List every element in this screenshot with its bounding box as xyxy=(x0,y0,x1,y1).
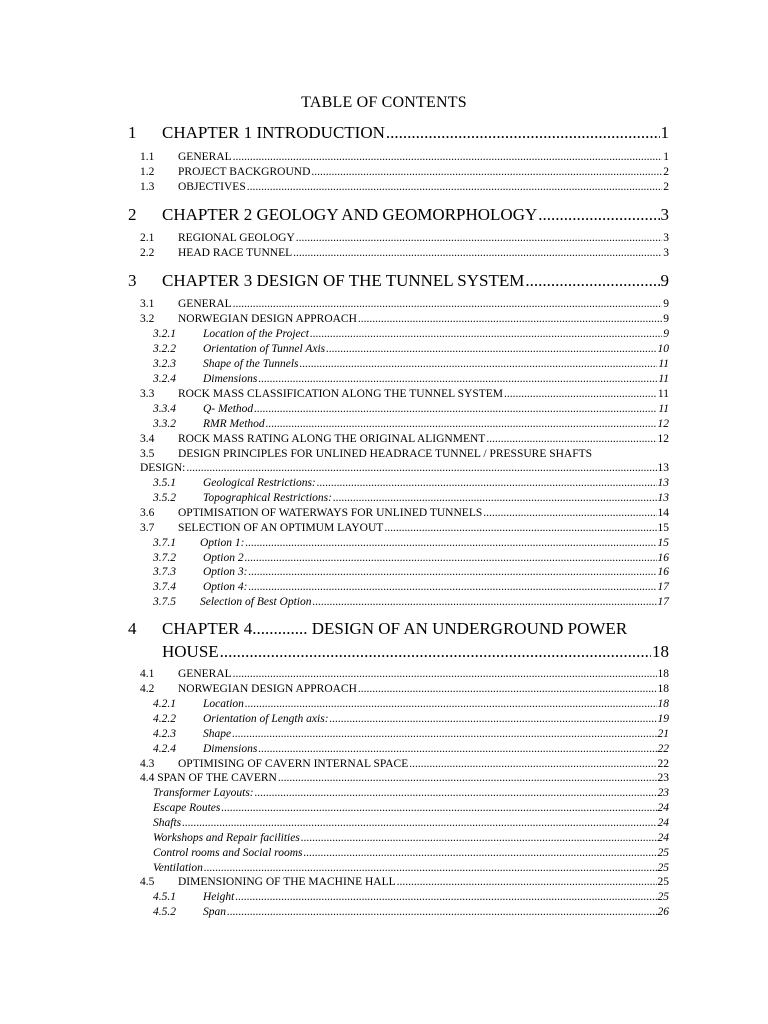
toc-entry-title: ROCK MASS CLASSIFICATION ALONG THE TUNNEL SYSTEM xyxy=(178,388,504,400)
toc-entry-title: OBJECTIVES xyxy=(178,181,246,193)
toc-entry[interactable] xyxy=(0,326,768,342)
toc-entry-page: 12 xyxy=(657,433,669,445)
toc-entry[interactable] xyxy=(0,815,768,831)
toc-entry-number: 3.2.4 xyxy=(153,373,176,385)
toc-entry[interactable] xyxy=(0,230,768,246)
toc-entry-number: 2.2 xyxy=(140,247,155,259)
toc-entry[interactable] xyxy=(0,641,768,663)
toc-entry[interactable] xyxy=(0,594,768,610)
toc-entry-page: 13 xyxy=(657,477,669,489)
dot-leader xyxy=(247,179,663,195)
toc-entry-title: Workshops and Repair facilities xyxy=(153,832,300,844)
dot-leader xyxy=(304,845,657,861)
toc-entry-number: 3.5 xyxy=(140,448,155,460)
toc-entry-number: 4.5.2 xyxy=(153,906,176,918)
toc-entry[interactable] xyxy=(0,874,768,890)
dot-leader xyxy=(248,579,656,595)
toc-entry-page: 22 xyxy=(657,758,669,770)
dot-leader xyxy=(486,431,656,447)
toc-entry-title: Shape xyxy=(203,728,232,740)
toc-entry-title: Transformer Layouts: xyxy=(153,787,254,799)
toc-entry-page: 9 xyxy=(663,313,669,325)
toc-entry-page: 23 xyxy=(657,787,669,799)
toc-entry-number: 4.2.1 xyxy=(153,698,176,710)
toc-entry-page: 18 xyxy=(657,683,669,695)
toc-entry-title: Shafts xyxy=(153,817,182,829)
toc-entry-page: 1 xyxy=(660,123,669,142)
dot-leader xyxy=(300,356,658,372)
toc-entry-title: Height xyxy=(203,891,235,903)
toc-entry-page: 24 xyxy=(657,832,669,844)
toc-entry-title: NORWEGIAN DESIGN APPROACH xyxy=(178,683,357,695)
toc-entry-page: 11 xyxy=(658,373,669,385)
toc-entry-number: 1.1 xyxy=(140,151,155,163)
toc-entry-title: HOUSE xyxy=(162,642,219,661)
toc-entry-number: 1 xyxy=(128,123,137,142)
dot-leader xyxy=(397,874,657,890)
dot-leader xyxy=(255,785,657,801)
toc-entry[interactable] xyxy=(0,520,768,536)
toc-entry[interactable] xyxy=(0,341,768,357)
toc-entry-number: 3.5.1 xyxy=(153,477,176,489)
toc-entry-title: REGIONAL GEOLOGY xyxy=(178,232,295,244)
toc-entry[interactable] xyxy=(0,460,768,476)
dot-leader xyxy=(248,564,656,580)
dot-leader xyxy=(296,230,662,246)
dot-leader xyxy=(232,726,656,742)
toc-entry[interactable] xyxy=(0,296,768,312)
toc-entry-number: 4.3 xyxy=(140,758,155,770)
toc-entry-title: Option 4: xyxy=(203,581,248,593)
toc-entry[interactable] xyxy=(0,431,768,447)
dot-leader xyxy=(384,520,656,536)
toc-entry-page: 11 xyxy=(658,403,669,415)
toc-entry[interactable] xyxy=(0,770,768,786)
toc-entry-title: CHAPTER 4............. DESIGN OF AN UNDERGROUND POWER xyxy=(162,619,628,638)
toc-entry-number: 3.1 xyxy=(140,298,155,310)
toc-entry-page: 14 xyxy=(657,507,669,519)
toc-entry-page: 17 xyxy=(657,596,669,608)
dot-leader xyxy=(301,830,657,846)
toc-entry-number: 4.2.3 xyxy=(153,728,176,740)
toc-entry-title: Q- Method xyxy=(203,403,254,415)
dot-leader xyxy=(293,245,662,261)
dot-leader xyxy=(278,770,657,786)
toc-entry-number: 4.2.4 xyxy=(153,743,176,755)
dot-leader xyxy=(358,311,662,327)
toc-entry-page: 9 xyxy=(660,271,669,290)
toc-entry-number: 4.2.2 xyxy=(153,713,176,725)
toc-entry-page: 10 xyxy=(657,343,669,355)
toc-entry[interactable] xyxy=(0,564,768,580)
toc-entry[interactable] xyxy=(0,904,768,920)
toc-title: TABLE OF CONTENTS xyxy=(301,94,467,111)
toc-entry-title: Selection of Best Option xyxy=(200,596,312,608)
toc-entry-title: Option 2 xyxy=(203,552,244,564)
toc-entry[interactable] xyxy=(0,830,768,846)
toc-entry-page: 24 xyxy=(657,817,669,829)
toc-entry-page: 17 xyxy=(657,581,669,593)
toc-entry-page: 25 xyxy=(657,847,669,859)
toc-entry-title: CHAPTER 1 INTRODUCTION xyxy=(162,123,385,142)
toc-entry-number: 3.7.2 xyxy=(153,552,176,564)
toc-entry-number: 3.5.2 xyxy=(153,492,176,504)
toc-entry-page: 15 xyxy=(657,522,669,534)
toc-entry-title: DIMENSIONING OF THE MACHINE HALL xyxy=(178,876,396,888)
toc-entry-page: 16 xyxy=(657,566,669,578)
toc-entry[interactable] xyxy=(0,535,768,551)
toc-entry-page: 18 xyxy=(657,668,669,680)
toc-entry[interactable] xyxy=(0,579,768,595)
toc-entry-page: 11 xyxy=(657,388,669,400)
toc-entry-title: GENERAL xyxy=(178,151,232,163)
toc-entry-number: 3.3.4 xyxy=(153,403,176,415)
toc-entry-page: 24 xyxy=(657,802,669,814)
toc-entry-number: 4.2 xyxy=(140,683,155,695)
toc-entry-title: Option 3: xyxy=(203,566,248,578)
toc-entry-page: 18 xyxy=(652,642,669,661)
toc-entry[interactable] xyxy=(0,149,768,165)
toc-entry-title: Dimensions xyxy=(203,373,258,385)
dot-leader xyxy=(317,475,657,491)
toc-entry-number: 3.3.2 xyxy=(153,418,176,430)
toc-entry-number: 3.7 xyxy=(140,522,155,534)
toc-entry[interactable] xyxy=(0,741,768,757)
toc-entry[interactable] xyxy=(0,681,768,697)
toc-entry-title: OPTIMISATION OF WATERWAYS FOR UNLINED TUNNELS xyxy=(178,507,483,519)
dot-leader xyxy=(311,164,662,180)
toc-entry-page: 3 xyxy=(663,232,669,244)
toc-entry[interactable] xyxy=(0,401,768,417)
toc-entry[interactable] xyxy=(0,711,768,727)
dot-leader xyxy=(266,416,657,432)
toc-entry-title: PROJECT BACKGROUND xyxy=(178,166,311,178)
toc-entry-number: 3.4 xyxy=(140,433,155,445)
toc-entry-title: Ventilation xyxy=(153,862,203,874)
toc-entry-page: 13 xyxy=(657,492,669,504)
toc-entry-title: HEAD RACE TUNNEL xyxy=(178,247,293,259)
toc-entry-number: 4.1 xyxy=(140,668,155,680)
toc-entry-number: 3.7.3 xyxy=(153,566,176,578)
toc-entry-page: 13 xyxy=(657,462,669,474)
dot-leader xyxy=(254,401,657,417)
toc-entry-number: 1.2 xyxy=(140,166,155,178)
toc-entry-title: Geological Restrictions: xyxy=(203,477,316,489)
toc-entry-page: 3 xyxy=(663,247,669,259)
toc-entry-page: 25 xyxy=(657,876,669,888)
dot-leader xyxy=(182,815,656,831)
dot-leader xyxy=(504,386,657,402)
toc-entry-page: 18 xyxy=(657,698,669,710)
toc-entry-title: GENERAL xyxy=(178,668,232,680)
toc-entry-title: Dimensions xyxy=(203,743,258,755)
toc-entry-page: 9 xyxy=(663,328,669,340)
dot-leader xyxy=(245,535,656,551)
toc-entry-page: 12 xyxy=(657,418,669,430)
toc-entry-number: 3.2.2 xyxy=(153,343,176,355)
dot-leader xyxy=(483,505,656,521)
toc-entry-number: 3.3 xyxy=(140,388,155,400)
dot-leader xyxy=(221,800,656,816)
toc-entry-title: CHAPTER 3 DESIGN OF THE TUNNEL SYSTEM xyxy=(162,271,525,290)
dot-leader xyxy=(258,371,657,387)
toc-entry[interactable] xyxy=(0,311,768,327)
dot-leader xyxy=(233,149,663,165)
toc-entry[interactable] xyxy=(0,785,768,801)
toc-entry-page: 16 xyxy=(657,552,669,564)
toc-entry-title: RMR Method xyxy=(203,418,265,430)
toc-entry[interactable] xyxy=(0,618,768,640)
toc-entry[interactable] xyxy=(0,270,768,292)
toc-entry-page: 25 xyxy=(657,862,669,874)
toc-entry[interactable] xyxy=(0,386,768,402)
dot-leader xyxy=(358,681,657,697)
toc-entry-number: 1.3 xyxy=(140,181,155,193)
toc-entry[interactable] xyxy=(0,164,768,180)
toc-entry-title: Location xyxy=(203,698,244,710)
dot-leader xyxy=(330,711,657,727)
toc-entry-page: 21 xyxy=(657,728,669,740)
dot-leader xyxy=(227,904,657,920)
toc-entry-title: Shape of the Tunnels xyxy=(203,358,299,370)
toc-entry[interactable] xyxy=(0,505,768,521)
toc-entry[interactable] xyxy=(0,490,768,506)
toc-entry-number: 3.6 xyxy=(140,507,155,519)
toc-entry[interactable] xyxy=(0,696,768,712)
toc-entry-title: Option 1: xyxy=(200,537,245,549)
toc-entry-number: 3.2.1 xyxy=(153,328,176,340)
toc-entry-number: 4.5 xyxy=(140,876,155,888)
toc-entry-page: 25 xyxy=(657,891,669,903)
toc-entry-page: 9 xyxy=(663,298,669,310)
dot-leader xyxy=(312,594,656,610)
dot-leader xyxy=(235,889,656,905)
toc-entry-title: 4.4 SPAN OF THE CAVERN xyxy=(140,772,277,784)
toc-entry-page: 2 xyxy=(663,166,669,178)
toc-entry[interactable] xyxy=(0,204,768,226)
toc-entry-title: Escape Routes xyxy=(153,802,221,814)
toc-entry-title: Control rooms and Social rooms xyxy=(153,847,303,859)
toc-entry-number: 3.7.1 xyxy=(153,537,176,549)
toc-entry-title: GENERAL xyxy=(178,298,232,310)
toc-entry[interactable] xyxy=(0,889,768,905)
toc-entry[interactable] xyxy=(0,726,768,742)
toc-entry-page: 19 xyxy=(657,713,669,725)
toc-entry[interactable] xyxy=(0,122,768,144)
toc-entry-title: DESIGN: xyxy=(140,462,186,474)
toc-entry-title: Span xyxy=(203,906,226,918)
dot-leader xyxy=(310,326,662,342)
toc-entry[interactable] xyxy=(0,371,768,387)
toc-entry-number: 3.2 xyxy=(140,313,155,325)
toc-entry[interactable] xyxy=(0,416,768,432)
toc-entry-page: 26 xyxy=(657,906,669,918)
toc-entry[interactable] xyxy=(0,245,768,261)
toc-entry-number: 2 xyxy=(128,205,137,224)
toc-entry-title: ROCK MASS RATING ALONG THE ORIGINAL ALIGNMENT xyxy=(178,433,486,445)
toc-entry-title: OPTIMISING OF CAVERN INTERNAL SPACE xyxy=(178,758,409,770)
dot-leader xyxy=(186,460,656,476)
toc-entry-number: 3.7.4 xyxy=(153,581,176,593)
dot-leader xyxy=(326,341,656,357)
toc-entry-page: 3 xyxy=(660,205,669,224)
toc-entry-number: 3 xyxy=(128,271,137,290)
dot-leader xyxy=(233,666,657,682)
toc-entry-number: 3.2.3 xyxy=(153,358,176,370)
toc-entry-number: 4 xyxy=(128,619,137,638)
toc-entry-title: Orientation of Length axis: xyxy=(203,713,329,725)
toc-entry[interactable] xyxy=(0,845,768,861)
toc-entry[interactable] xyxy=(0,800,768,816)
toc-entry[interactable] xyxy=(0,179,768,195)
toc-entry-number: 4.5.1 xyxy=(153,891,176,903)
dot-leader xyxy=(220,641,651,663)
toc-entry-page: 1 xyxy=(663,151,669,163)
toc-entry-page: 23 xyxy=(657,772,669,784)
dot-leader xyxy=(258,741,656,757)
toc-entry-number: 2.1 xyxy=(140,232,155,244)
toc-entry[interactable] xyxy=(0,475,768,491)
toc-entry-title: NORWEGIAN DESIGN APPROACH xyxy=(178,313,357,325)
dot-leader xyxy=(525,270,659,292)
toc-entry-title: Orientation of Tunnel Axis xyxy=(203,343,326,355)
toc-entry-title: Location of the Project xyxy=(203,328,309,340)
toc-entry-title: DESIGN PRINCIPLES FOR UNLINED HEADRACE TUNNEL / PRESSURE SHAFTS xyxy=(178,448,593,460)
toc-entry-page: 11 xyxy=(658,358,669,370)
dot-leader xyxy=(538,204,659,226)
toc-entry-title: SELECTION OF AN OPTIMUM LAYOUT xyxy=(178,522,384,534)
dot-leader xyxy=(386,122,660,144)
toc-entry-title: CHAPTER 2 GEOLOGY AND GEOMORPHOLOGY xyxy=(162,205,538,224)
toc-entry-page: 2 xyxy=(663,181,669,193)
toc-entry-page: 22 xyxy=(657,743,669,755)
toc-entry-number: 3.7.5 xyxy=(153,596,176,608)
toc-entry[interactable] xyxy=(0,356,768,372)
toc-entry[interactable] xyxy=(0,666,768,682)
toc-entry-page: 15 xyxy=(657,537,669,549)
dot-leader xyxy=(245,696,657,712)
dot-leader xyxy=(333,490,657,506)
dot-leader xyxy=(233,296,663,312)
toc-entry-title: Topographical Restrictions: xyxy=(203,492,332,504)
